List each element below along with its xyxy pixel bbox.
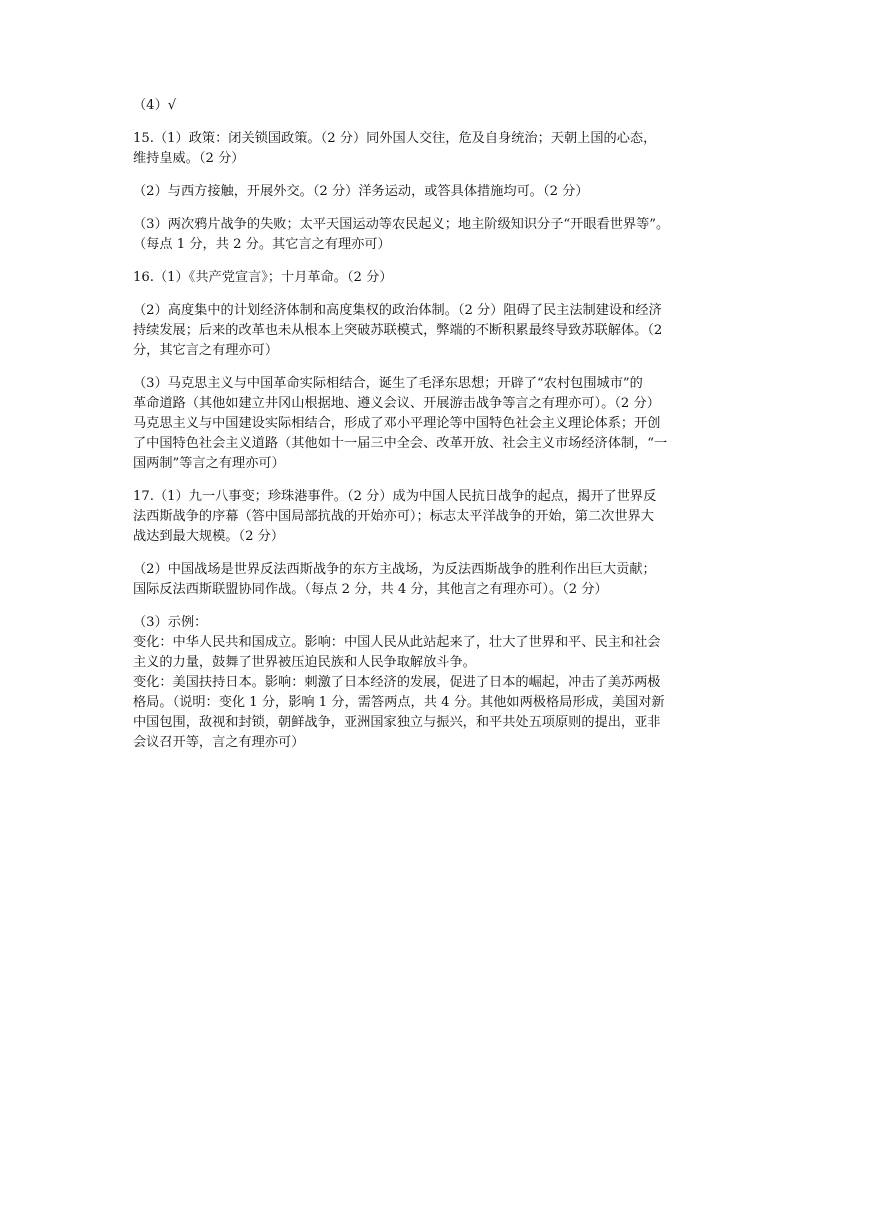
text-line: 变化：中华人民共和国成立。影响：中国人民从此站起来了，壮大了世界和平、民主和社会 bbox=[133, 635, 661, 650]
text-line: 变化：美国扶持日本。影响：刺激了日本经济的发展，促进了日本的崛起，冲击了美苏两极 bbox=[133, 675, 661, 690]
text-line: 维持皇威。（2 分） bbox=[133, 151, 245, 166]
text-line: 革命道路（其他如建立井冈山根据地、遵义会议、开展游击战争等言之有理亦可）。（2 分） bbox=[133, 396, 660, 411]
text-line: 格局。（说明：变化 1 分，影响 1 分，需答两点，共 4 分。其他如两极格局形成，美国对新 bbox=[133, 695, 665, 710]
answer-q16-part3 bbox=[133, 374, 745, 474]
text-line: 战达到最大规模。（2 分） bbox=[133, 529, 285, 544]
answer-q15-part2 bbox=[133, 182, 745, 202]
text-line: （2）与西方接触，开展外交。（2 分）洋务运动，或答具体措施均可。（2 分） bbox=[133, 184, 589, 199]
text-line: 持续发展；后来的改革也未从根本上突破苏联模式，弊端的不断积累最终导致苏联解体。（2 bbox=[133, 323, 663, 338]
answer-q17-part2 bbox=[133, 560, 745, 600]
text-line: （3）两次鸦片战争的失败；太平天国运动等农民起义；地主阶级知识分子“开眼看世界等”。 bbox=[133, 217, 670, 232]
text-line: （3）马克思主义与中国革命实际相结合，诞生了毛泽东思想；开辟了“农村包围城市”的 bbox=[133, 376, 643, 391]
text-line: （3）示例： bbox=[133, 615, 208, 630]
answer-item-4-check bbox=[133, 96, 745, 116]
text-line: 会议召开等，言之有理亦可） bbox=[133, 735, 305, 750]
answer-key-content bbox=[133, 96, 745, 766]
text-line: 马克思主义与中国建设实际相结合，形成了邓小平理论等中国特色社会主义理论体系；开创 bbox=[133, 416, 661, 431]
text-line: 分，其它言之有理亦可） bbox=[133, 343, 279, 358]
text-line: 15.（1）政策：闭关锁国政策。（2 分）同外国人交往，危及自身统治；天朝上国的心态， bbox=[133, 131, 657, 146]
text-line: 16.（1）《共产党宣言》；十月革命。（2 分） bbox=[133, 270, 393, 285]
answer-q17-part3 bbox=[133, 613, 745, 753]
text-line: 主义的力量，鼓舞了世界被压迫民族和人民争取解放斗争。 bbox=[133, 655, 476, 670]
text-line: （2）中国战场是世界反法西斯战争的东方主战场，为反法西斯战争的胜利作出巨大贡献； bbox=[133, 562, 656, 577]
text-line: 法西斯战争的序幕（答中国局部抗战的开始亦可）；标志太平洋战争的开始，第二次世界大 bbox=[133, 509, 654, 524]
answer-q17-part1 bbox=[133, 487, 745, 547]
answer-q16-part1 bbox=[133, 268, 745, 288]
text-line: 国际反法西斯联盟协同作战。（每点 2 分，共 4 分，其他言之有理亦可）。（2 分） bbox=[133, 582, 608, 597]
text-line: 17.（1）九一八事变；珍珠港事件。（2 分）成为中国人民抗日战争的起点，揭开了世界反 bbox=[133, 489, 657, 504]
answer-q15-part1 bbox=[133, 129, 745, 169]
text-line: 国两制”等言之有理亦可） bbox=[133, 456, 285, 471]
text-line: 了中国特色社会主义道路（其他如十一届三中全会、改革开放、社会主义市场经济体制，“一 bbox=[133, 436, 668, 451]
answer-q16-part2 bbox=[133, 301, 745, 361]
text-line: 中国包围，敌视和封锁，朝鲜战争，亚洲国家独立与振兴，和平共处五项原则的提出，亚非 bbox=[133, 715, 661, 730]
answer-q15-part3 bbox=[133, 215, 745, 255]
text-line: （每点 1 分，共 2 分。其它言之有理亦可） bbox=[133, 237, 391, 252]
text-line: （4）√ bbox=[133, 98, 177, 113]
text-line: （2）高度集中的计划经济体制和高度集权的政治体制。（2 分）阻碍了民主法制建设和经济 bbox=[133, 303, 662, 318]
